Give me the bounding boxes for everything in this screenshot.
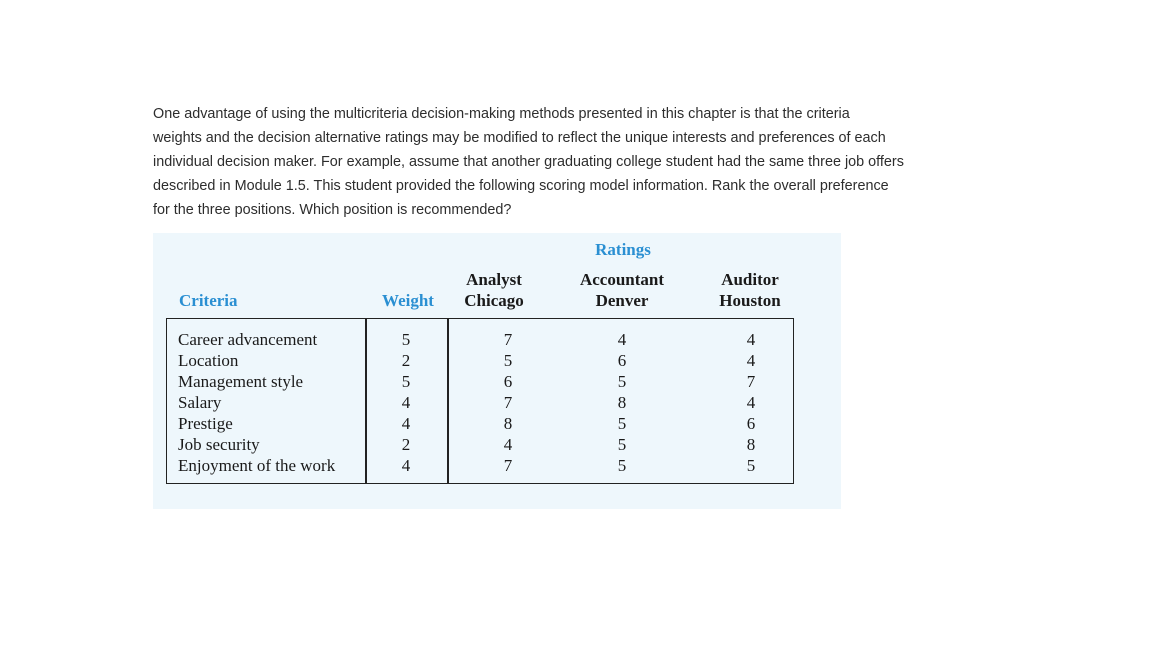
- auditor-header: [700, 269, 800, 311]
- question-line-1: One advantage of using the multicriteria decision-making methods presented in this chapter is that the criteria: [153, 106, 850, 122]
- question-line-3: individual decision maker. For example, assume that another graduating college student had the same three job offers: [153, 154, 904, 170]
- divider-line: [447, 319, 449, 483]
- weight-column: [376, 329, 436, 476]
- ratings-header: Ratings: [595, 240, 651, 259]
- analyst-rating-cell: 7: [503, 330, 513, 349]
- question-line-5: for the three positions. Which position is recommended?: [153, 202, 512, 218]
- accountant-rating-cell: 5: [617, 456, 627, 475]
- criterion-cell: Management style: [178, 372, 304, 391]
- weight-cell: 4: [401, 414, 411, 433]
- weight-cell: 4: [401, 456, 411, 475]
- accountant-rating-cell: 5: [617, 372, 627, 391]
- accountant-rating-cell: 5: [617, 414, 627, 433]
- weight-cell: 5: [401, 330, 411, 349]
- accountant-rating-cell: 4: [617, 330, 627, 349]
- accountant-rating-cell: 6: [617, 351, 627, 370]
- analyst-rating-cell: 7: [503, 393, 513, 412]
- analyst-rating-cell: 5: [503, 351, 513, 370]
- question-line-2: weights and the decision alternative ratings may be modified to reflect the unique interests and preferences of each: [153, 130, 886, 146]
- accountant-city: Denver: [595, 291, 649, 310]
- analyst-header: [444, 269, 544, 311]
- auditor-column: [721, 329, 781, 476]
- auditor-rating-cell: 5: [746, 456, 756, 475]
- auditor-title: Auditor: [721, 270, 779, 289]
- weight-cell: 2: [401, 435, 411, 454]
- criterion-cell: Career advancement: [178, 330, 318, 349]
- accountant-title: Accountant: [579, 270, 665, 289]
- accountant-rating-cell: 8: [617, 393, 627, 412]
- analyst-rating-cell: 7: [503, 456, 513, 475]
- auditor-rating-cell: 4: [746, 330, 756, 349]
- analyst-rating-cell: 6: [503, 372, 513, 391]
- criterion-cell: Job security: [178, 435, 260, 454]
- criterion-cell: Salary: [178, 393, 222, 412]
- scoring-model-table: [153, 233, 841, 509]
- auditor-rating-cell: 7: [746, 372, 756, 391]
- question-line-4: described in Module 1.5. This student provided the following scoring model information. Rank the overall preference: [153, 178, 889, 194]
- criterion-cell: Prestige: [178, 414, 233, 433]
- accountant-column: [592, 329, 652, 476]
- analyst-title: Analyst: [466, 270, 522, 289]
- auditor-rating-cell: 4: [746, 393, 756, 412]
- analyst-rating-cell: 8: [503, 414, 513, 433]
- weight-cell: 5: [401, 372, 411, 391]
- ratings-grid: [166, 318, 794, 484]
- criterion-cell: Enjoyment of the work: [178, 456, 336, 475]
- analyst-rating-cell: 4: [503, 435, 513, 454]
- criteria-header: Criteria: [179, 291, 238, 310]
- divider-line: [365, 319, 367, 483]
- auditor-city: Houston: [719, 291, 781, 310]
- accountant-rating-cell: 5: [617, 435, 627, 454]
- weight-cell: 2: [401, 351, 411, 370]
- weight-header: Weight: [382, 291, 434, 310]
- accountant-header: [562, 269, 682, 311]
- analyst-city: Chicago: [464, 291, 524, 310]
- question-text: [153, 102, 973, 222]
- analyst-column: [478, 329, 538, 476]
- auditor-rating-cell: 8: [746, 435, 756, 454]
- auditor-rating-cell: 4: [746, 351, 756, 370]
- criteria-column: [178, 329, 335, 476]
- criterion-cell: Location: [178, 351, 239, 370]
- weight-cell: 4: [401, 393, 411, 412]
- auditor-rating-cell: 6: [746, 414, 756, 433]
